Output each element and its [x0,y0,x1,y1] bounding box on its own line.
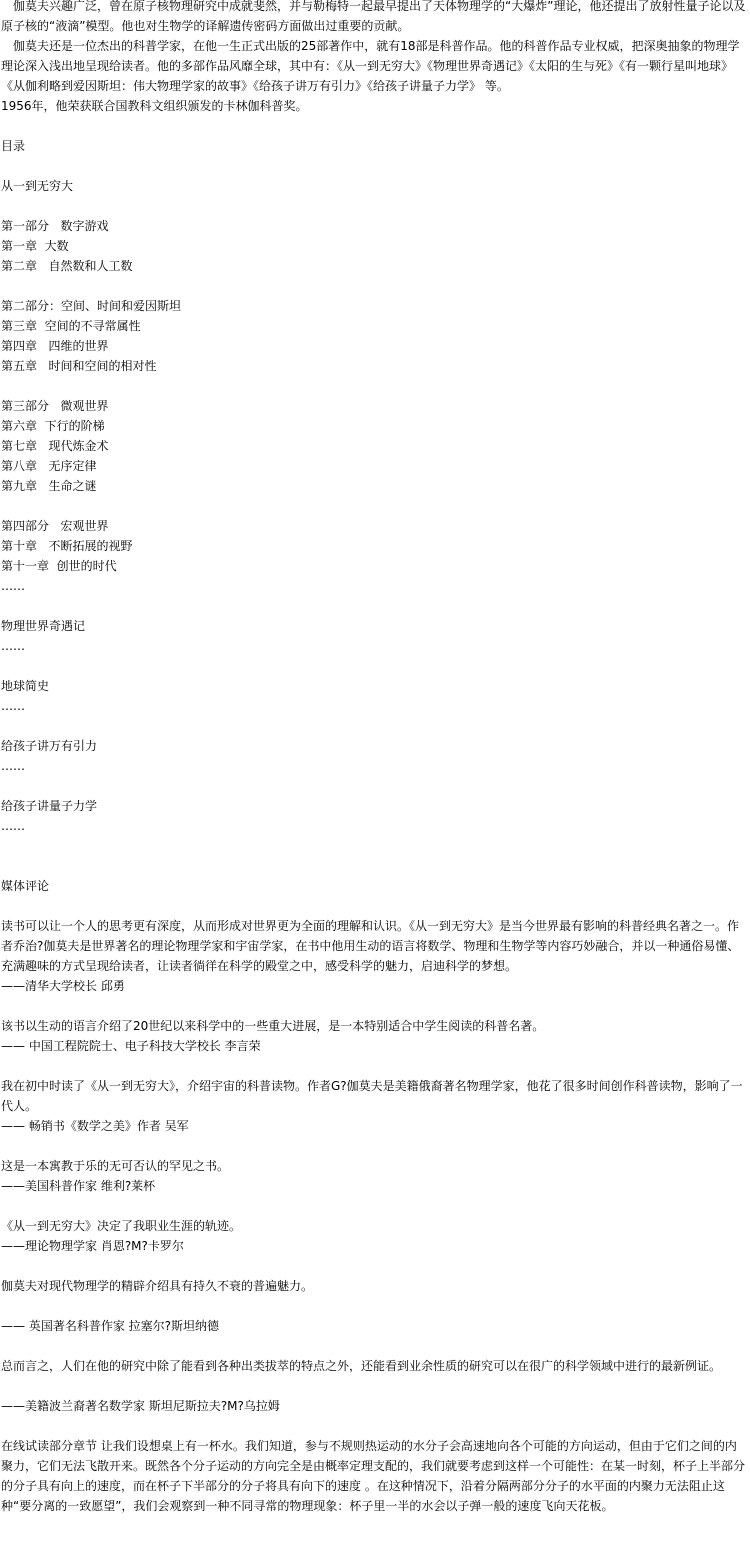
review-text: 读书可以让一个人的思考更有深度，从而形成对世界更为全面的理解和认识。《从一到无穷大》是当今世界最有影响的科普经典名著之一。作者乔治?伽莫夫是世界著名的理论物理学家和宇宙学家，在书中他用生动的语言将数学、物理和生物学等内容巧妙融合，并以一种通俗易懂、充满趣味的方式呈现给读者，让读者徜徉在科学的殿堂之中，感受科学的魅力，启迪科学的梦想。 [1,919,740,973]
toc-heading: 目录 [1,139,26,153]
toc-chapter: 第九章 生命之谜 [1,479,97,493]
review-item [1,1276,748,1336]
review-source: ——清华大学校长 邱勇 [1,979,125,993]
intro-section [1,0,748,116]
intro-paragraph-2: 伽莫夫还是一位杰出的科普学家，在他一生正式出版的25部著作中，就有18部是科普作品。他的科普作品专业权威，把深奥抽象的物理学理论深入浅出地呈现给读者。他的多部作品风靡全球，其中有：《从一到无穷大》《物理世界奇遇记》《太阳的生与死》《有一颗行星叫地球》《从伽利略到爱因斯坦：伟大物理学家的故事》《给孩子讲万有引力》《给孩子讲量子力学》 等。 [1,39,740,93]
review-item [1,1356,748,1416]
review-text: 这是一本寓教于乐的无可否认的罕见之书。 [1,1159,230,1173]
toc-part-title: 第三部分 微观世界 [1,399,109,413]
intro-paragraph-1: 伽莫夫兴趣广泛，曾在原子核物理研究中成就斐然，并与勒梅特一起最早提出了天体物理学的“大爆炸”理论，他还提出了放射性量子论以及原子核的“液滴”模型。他也对生物学的译解遗传密码方面做出过重要的贡献。 [1,0,746,33]
review-item [1,1216,748,1256]
toc-chapter: 第八章 无序定律 [1,459,97,473]
review-item [1,1076,748,1136]
toc-chapter: 第七章 现代炼金术 [1,439,109,453]
review-source: —— 畅销书《数学之美》作者 吴军 [1,1119,189,1133]
review-source: —— 中国工程院院士、电子科技大学校长 李言荣 [1,1039,261,1053]
toc-chapter: 第十章 不断拓展的视野 [1,539,133,553]
toc-chapter: 第五章 时间和空间的相对性 [1,359,157,373]
toc-part-title: 第四部分 宏观世界 [1,519,109,533]
review-source: ——美国科普作家 维利?莱杯 [1,1179,156,1193]
toc-other-book: 地球简史 [1,679,50,693]
intro-paragraph-3: 1956年，他荣获联合国教科文组织颁发的卡林伽科普奖。 [1,99,308,113]
review-item [1,1156,748,1196]
excerpt-text: 在线试读部分章节 让我们设想桌上有一杯水。我们知道，参与不规则热运动的水分子会高速地向各个可能的方向运动，但由于它们之间的内聚力，它们无法飞散开来。既然各个分子运动的方向完全是由概率定理支配的，我们就要考虑到这样一个可能性：在某一时刻，杯子上半部分的分子具有向上的速度，而在杯子下半部分的分子将具有向下的速度 。在这种情况下，沿着分隔两部分分子的水平面的内聚力无法阻止这种“要分离的一致愿望”，我们会观察到一种不同寻常的物理现象：杯子里一半的水会以子弹一般的速度飞向天花板。 [1,1439,746,1513]
toc-ellipsis: …… [1,579,25,593]
toc-other-book: 给孩子讲量子力学 [1,799,98,813]
toc-other-book: 给孩子讲万有引力 [1,739,98,753]
toc-ellipsis: …… [1,699,25,713]
review-source: —— 英国著名科普作家 拉塞尔?斯坦纳德 [1,1319,219,1333]
toc-chapter: 第三章 空间的不寻常属性 [1,319,141,333]
toc-part-title: 第二部分：空间、时间和爱因斯坦 [1,299,182,313]
review-text: 伽莫夫对现代物理学的精辟介绍具有持久不衰的普遍魅力。 [1,1279,314,1293]
toc-part-4 [1,516,748,596]
toc-chapter: 第一章 大数 [1,239,69,253]
toc-other-book: 物理世界奇遇记 [1,619,86,633]
toc-ellipsis: …… [1,639,25,653]
toc-ellipsis: …… [1,759,25,773]
toc-part-2 [1,296,748,376]
review-source: ——理论物理学家 肖恩?M?卡罗尔 [1,1239,184,1253]
toc-part-title: 第一部分 数字游戏 [1,219,109,233]
toc-chapter: 第六章 下行的阶梯 [1,419,105,433]
review-text: 我在初中时读了《从一到无穷大》，介绍宇宙的科普读物。作者G?伽莫夫是美籍俄裔著名物理学家，他花了很多时间创作科普读物，影响了一代人。 [1,1079,743,1113]
toc-part-3 [1,396,748,496]
toc-chapter: 第十一章 创世的时代 [1,559,117,573]
review-item [1,1016,748,1056]
review-text: 总而言之，人们在他的研究中除了能看到各种出类拔萃的特点之外，还能看到业余性质的研究可以在很广的科学领域中进行的最新例证。 [1,1359,722,1373]
review-source: ——美籍波兰裔著名数学家 斯坦尼斯拉夫?M?乌拉姆 [1,1399,280,1413]
toc-chapter: 第四章 四维的世界 [1,339,109,353]
toc-part-1 [1,216,748,276]
review-text: 《从一到无穷大》决定了我职业生涯的轨迹。 [1,1219,242,1233]
toc-ellipsis: …… [1,819,25,833]
review-text: 该书以生动的语言介绍了20世纪以来科学中的一些重大进展，是一本特别适合中学生阅读的科普名著。 [1,1019,545,1033]
toc-book-title: 从一到无穷大 [1,179,74,193]
review-item [1,916,748,996]
toc-chapter: 第二章 自然数和人工数 [1,259,133,273]
reviews-heading: 媒体评论 [1,879,50,893]
